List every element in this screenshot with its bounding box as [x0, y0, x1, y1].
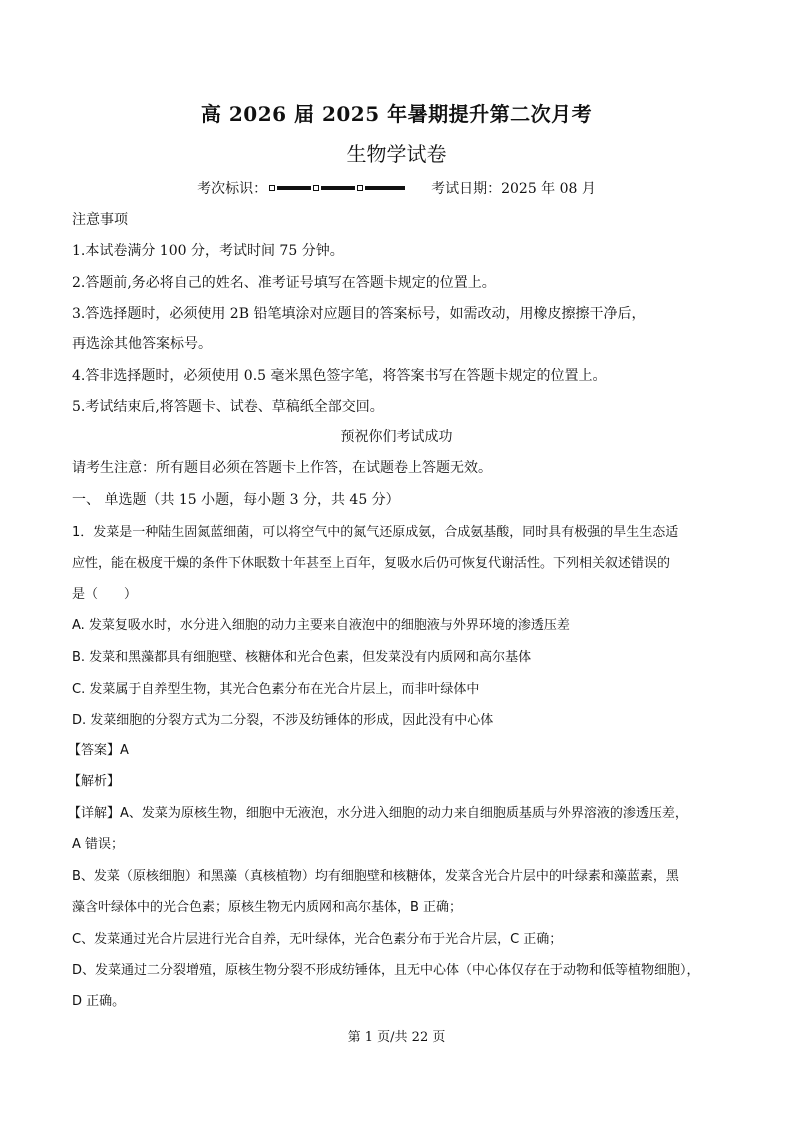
detail-line-1: 【详解】A、发菜为原核生物，细胞中无液泡，水分进入细胞的动力来自细胞质基质与外界溶液的渗透压差， [68, 806, 688, 821]
exam-title: 高 2026 届 2025 年暑期提升第二次月考 [200, 102, 593, 126]
notice-heading: 注意事项 [72, 212, 128, 228]
option-b: B. 发菜和黑藻都具有细胞壁、核糖体和光合色素，但发菜没有内质网和高尔基体 [72, 650, 532, 665]
detail-line-7: D 正确。 [72, 994, 126, 1009]
question-stem-2: 应性，能在极度干燥的条件下休眠数十年甚至上百年，复吸水后仍可恢复代谢活性。下列相关叙述错误的 [72, 556, 671, 571]
detail-line-5: C、发菜通过光合片层进行光合自养，无叶绿体，光合色素分布于光合片层，C 正确； [72, 932, 563, 947]
notice-item-2: 2.答题前,务必将自己的姓名、准考证号填写在答题卡规定的位置上。 [72, 275, 496, 291]
exam-id-line [0, 178, 793, 198]
warning-line: 请考生注意：所有题目必须在答题卡上作答，在试题卷上答题无效。 [72, 460, 492, 476]
wish-line: 预祝你们考试成功 [340, 429, 453, 445]
section-heading: 一、 单选题（共 15 小题，每小题 3 分，共 45 分） [72, 492, 400, 508]
notice-item-4: 4.答非选择题时，必须使用 0.5 毫米黑色签字笔，将答案书写在答题卡规定的位置上。 [72, 368, 607, 384]
page-number: 第 1 页/共 22 页 [347, 1030, 446, 1045]
detail-line-6: D、发菜通过二分裂增殖，原核生物分裂不形成纺锤体，且无中心体（中心体仅存在于动物和低等植物细胞）， [72, 963, 700, 978]
question-stem-3: 是（ ） [72, 587, 138, 602]
option-a: A. 发菜复吸水时，水分进入细胞的动力主要来自液泡中的细胞液与外界环境的渗透压差 [72, 618, 570, 633]
detail-line-2: A 错误； [72, 837, 125, 852]
question-stem-1: 1．发菜是一种陆生固氮蓝细菌，可以将空气中的氮气还原成氨，合成氨基酸，同时具有极强的旱生生态适 [72, 525, 679, 540]
exam-id-label: 考次标识： [197, 181, 268, 197]
exam-date: 考试日期：2025 年 08 月 [431, 181, 596, 197]
notice-item-1: 1.本试卷满分 100 分，考试时间 75 分钟。 [72, 243, 344, 259]
detail-line-4: 藻含叶绿体中的光合色素；原核生物无内质网和高尔基体，B 正确； [72, 900, 463, 915]
exam-id-barcode-icon [269, 184, 419, 194]
notice-item-5: 5.考试结束后,将答题卡、试卷、草稿纸全部交回。 [72, 399, 384, 415]
answer-line: 【答案】A [68, 743, 129, 758]
option-d: D. 发菜细胞的分裂方式为二分裂，不涉及纺锤体的形成，因此没有中心体 [72, 713, 494, 728]
exam-subtitle: 生物学试卷 [346, 142, 447, 166]
notice-item-3: 3.答选择题时，必须使用 2B 铅笔填涂对应题目的答案标号，如需改动，用橡皮擦擦干净后， [72, 306, 646, 322]
option-c: C. 发菜属于自养型生物，其光合色素分布在光合片层上，而非叶绿体中 [72, 682, 480, 697]
analysis-label: 【解析】 [68, 774, 121, 789]
detail-line-3: B、发菜（原核细胞）和黑藻（真核植物）均有细胞壁和核糖体，发菜含光合片层中的叶绿素和藻蓝素，黑 [72, 869, 679, 884]
notice-item-3-cont: 再选涂其他答案标号。 [72, 336, 212, 352]
